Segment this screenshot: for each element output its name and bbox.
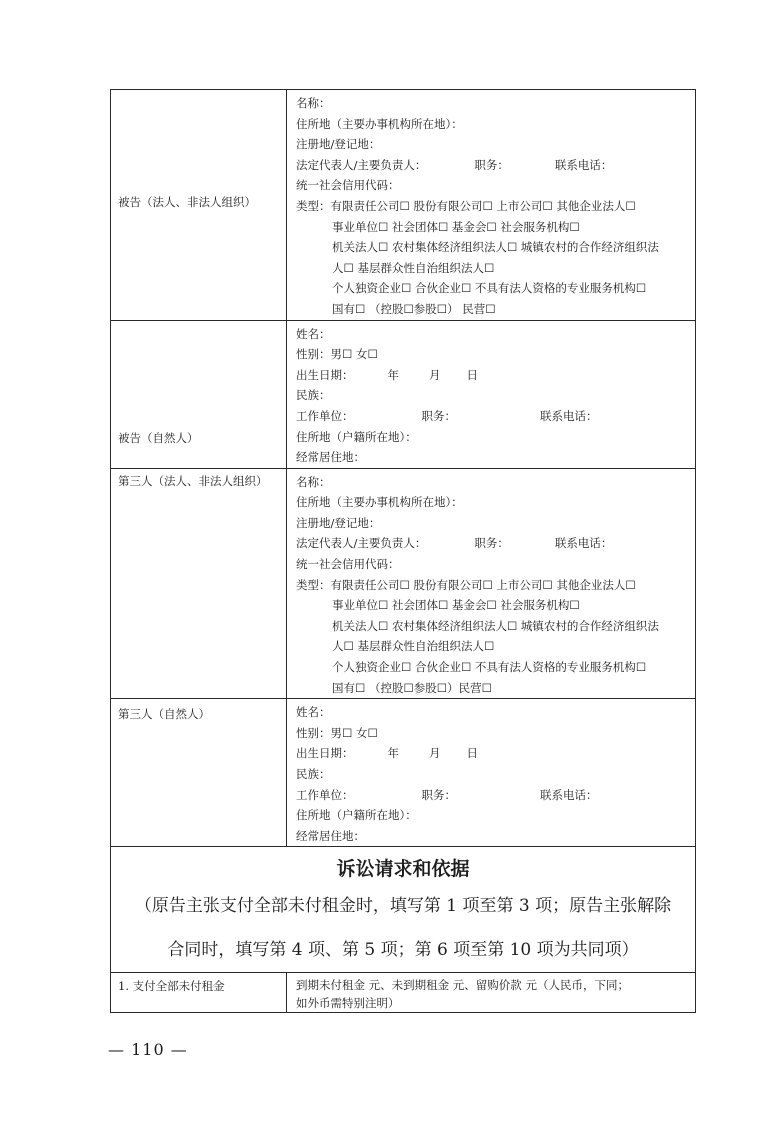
field-birth-line xyxy=(296,743,695,764)
type-line: 机关法人☐ 农村集体经济组织法人☐ 城镇农村的合作经济组织法 xyxy=(332,240,659,255)
field-name: 姓名： xyxy=(296,326,331,341)
field-rep: 法定代表人/主要负责人： xyxy=(296,536,427,551)
type-line: 国有☐ （控股☐参股☐）民营☐ xyxy=(332,680,492,695)
field-day: 日 xyxy=(466,746,478,761)
defendant-person-fields xyxy=(287,320,696,468)
claims-heading-row xyxy=(111,847,696,973)
field-position: 职务： xyxy=(474,157,509,172)
type-line: 机关法人☐ 农村集体经济组织法人☐ 城镇农村的合作经济组织法 xyxy=(332,618,659,633)
third-person-label-cell xyxy=(111,699,287,847)
field-residence: 经常居住地： xyxy=(296,450,365,465)
type-line: 事业单位☐ 社会团体☐ 基金会☐ 社会服务机构☐ xyxy=(332,598,580,613)
type-line: 事业单位☐ 社会团体☐ 基金会☐ 社会服务机构☐ xyxy=(332,219,580,234)
defendant-person-label-cell xyxy=(111,320,287,468)
field-employer: 工作单位： xyxy=(296,408,354,423)
type-line: 国有☐ （控股☐参股☐） 民营☐ xyxy=(332,301,496,316)
defendant-org-row xyxy=(111,90,696,321)
defendant-org-fields xyxy=(287,90,696,321)
field-employer-line xyxy=(296,406,695,427)
claim-item-text: 如外币需特别注明） xyxy=(296,996,400,1011)
field-rep-line xyxy=(296,155,695,176)
third-person-row xyxy=(111,699,696,847)
field-birth-line xyxy=(296,365,695,386)
field-gender: 性别：男☐ 女☐ xyxy=(296,725,378,740)
complaint-form-table xyxy=(110,89,696,1013)
field-domicile: 住所地（户籍所在地）： xyxy=(296,808,417,823)
field-year: 年 xyxy=(387,367,399,382)
field-month: 月 xyxy=(429,367,441,382)
section-note-line: 合同时，填写第 4 项、第 5 项；第 6 项至第 10 项为共同项） xyxy=(167,940,639,961)
claims-heading-cell xyxy=(111,847,696,973)
field-ethnicity: 民族： xyxy=(296,388,331,403)
defendant-org-label-cell xyxy=(111,90,287,321)
claim-item-content xyxy=(287,973,696,1013)
field-domicile: 住所地（户籍所在地）： xyxy=(296,429,417,444)
field-name: 名称： xyxy=(296,474,331,489)
field-registration: 注册地/登记地： xyxy=(296,515,381,530)
claim-item-text: 到期未付租金 元、未到期租金 元、留购价款 元（人民币，下同； xyxy=(296,978,629,993)
field-employer: 工作单位： xyxy=(296,787,354,802)
field-birth: 出生日期： xyxy=(296,746,354,761)
field-address: 住所地（主要办事机构所在地）： xyxy=(296,495,463,510)
page-number: — 110 — xyxy=(108,1040,188,1059)
field-rep: 法定代表人/主要负责人： xyxy=(296,157,427,172)
field-position: 职务： xyxy=(474,536,509,551)
field-phone: 联系电话： xyxy=(554,157,613,172)
third-person-fields xyxy=(287,699,696,847)
defendant-person-label: 被告（自然人） xyxy=(118,430,199,445)
field-position: 职务： xyxy=(421,408,456,423)
field-day: 日 xyxy=(466,367,478,382)
field-year: 年 xyxy=(387,746,399,761)
third-org-label-cell xyxy=(111,468,287,699)
claim-item-row xyxy=(111,973,696,1013)
type-line: 类型：有限责任公司☐ 股份有限公司☐ 上市公司☐ 其他企业法人☐ xyxy=(296,577,636,592)
field-address: 住所地（主要办事机构所在地）： xyxy=(296,116,463,131)
field-birth: 出生日期： xyxy=(296,367,354,382)
field-credit-code: 统一社会信用代码： xyxy=(296,178,400,193)
field-position: 职务： xyxy=(421,787,456,802)
type-line: 类型：有限责任公司☐ 股份有限公司☐ 上市公司☐ 其他企业法人☐ xyxy=(296,198,636,213)
defendant-org-label: 被告（法人、非法人组织） xyxy=(118,195,256,209)
field-employer-line xyxy=(296,785,695,806)
field-ethnicity: 民族： xyxy=(296,767,331,781)
field-residence: 经常居住地： xyxy=(296,828,365,843)
field-phone: 联系电话： xyxy=(540,408,598,423)
field-rep-line xyxy=(296,533,695,554)
field-month: 月 xyxy=(429,746,441,761)
field-name: 名称： xyxy=(296,96,331,110)
type-line: 人☐ 基层群众性自治组织法人☐ xyxy=(332,260,495,275)
field-registration: 注册地/登记地： xyxy=(296,137,381,152)
third-org-fields xyxy=(287,468,696,699)
type-line: 人☐ 基层群众性自治组织法人☐ xyxy=(332,639,495,654)
field-credit-code: 统一社会信用代码： xyxy=(296,557,400,572)
section-note-line: （原告主张支付全部未付租金时，填写第 1 项至第 3 项；原告主张解除 xyxy=(134,896,672,917)
field-name: 姓名： xyxy=(296,705,331,720)
third-org-label: 第三人（法人、非法人组织） xyxy=(118,473,268,488)
field-phone: 联系电话： xyxy=(540,787,598,802)
field-phone: 联系电话： xyxy=(554,536,613,551)
third-org-row xyxy=(111,468,696,699)
claim-item-label: 1. 支付全部未付租金 xyxy=(111,973,287,1013)
defendant-person-row xyxy=(111,320,696,468)
type-line: 个人独资企业☐ 合伙企业☐ 不具有法人资格的专业服务机构☐ xyxy=(332,281,647,296)
section-title: 诉讼请求和依据 xyxy=(336,858,470,881)
type-line: 个人独资企业☐ 合伙企业☐ 不具有法人资格的专业服务机构☐ xyxy=(332,660,647,675)
field-gender: 性别：男☐ 女☐ xyxy=(296,347,378,362)
third-person-label: 第三人（自然人） xyxy=(118,707,210,722)
